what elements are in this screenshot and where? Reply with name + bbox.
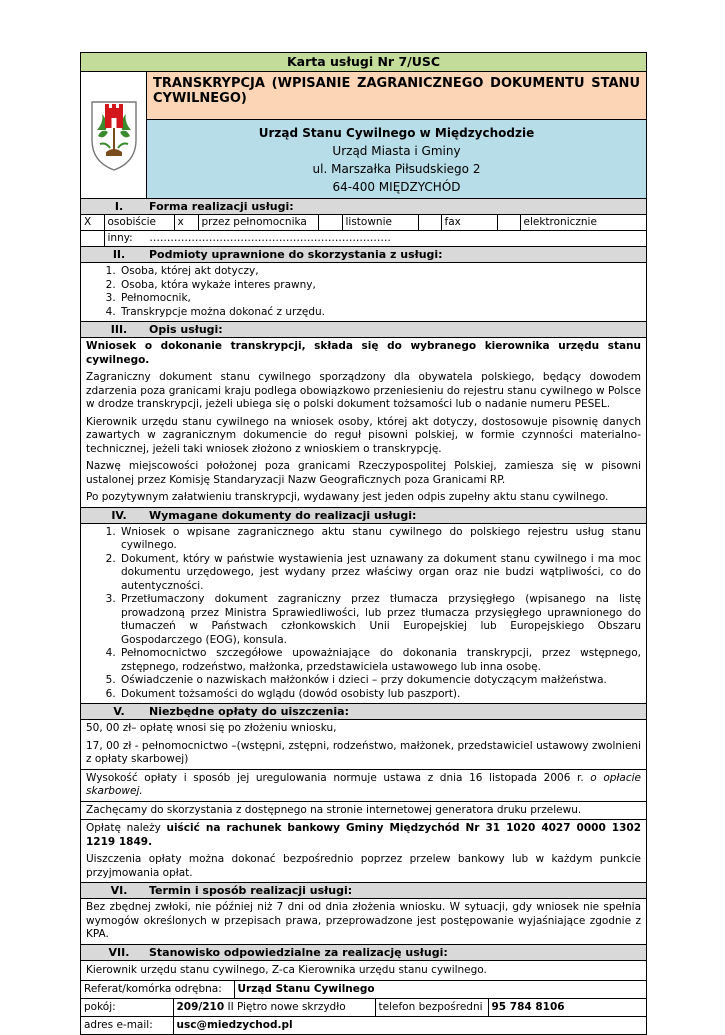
list-item: 3. Pełnomocnik, — [119, 292, 641, 306]
form-other-label: inny: — [107, 232, 133, 244]
section-3-header — [81, 322, 647, 338]
phone-label: telefon bezpośredni — [375, 999, 488, 1017]
form-mark[interactable] — [418, 215, 441, 231]
form-label: przez pełnomocnika — [198, 215, 318, 231]
form-other — [104, 231, 646, 247]
coat-of-arms-icon — [86, 92, 142, 174]
contact-block — [81, 981, 647, 1035]
section-number: IV. — [111, 508, 127, 522]
list-item: 1. Wniosek o wpisane zagranicznego aktu stanu cywilnego do polskiego rejestru usług stanu cywilnego. — [119, 526, 641, 553]
section-2-header — [81, 247, 647, 263]
email-link[interactable]: usc@miedzychod.pl — [173, 1017, 646, 1035]
department-label: Referat/komórka odrębna: — [81, 981, 234, 999]
section-4-header — [81, 507, 647, 523]
room-label: pokój: — [81, 999, 173, 1017]
bank-account: uiścić na rachunek bankowy Gminy Międzychód Nr 31 1020 4027 0000 1302 1219 1849. — [86, 822, 641, 848]
form-mark[interactable] — [497, 215, 520, 231]
description-paragraph: Kierownik urzędu stanu cywilnego na wniosek osoby, której akt dotyczy, dostosowuje pisownię danych zawartych w zagranicznym dokumencie do reguł pisowni polskiej, w formie czynności materialno-technicznej, jeżeli taki wniosek złożono z wnioskiem o transkrypcję. — [86, 415, 641, 455]
form-other-value: …………………………………………………………… — [149, 232, 391, 244]
service-card — [80, 52, 647, 1035]
list-item: 2. Dokument, który w państwie wystawienia jest uznawany za dokument stanu cywilnego i ma moc dokumentu urzędowego, jest wydany przez właściwy organ oraz nie budzi wątpliwości, co do autentyczności. — [119, 553, 641, 594]
section-title: Niezbędne opłaty do uiszczenia: — [149, 705, 349, 718]
office-address: ul. Marszałka Piłsudskiego 2 — [312, 162, 481, 176]
section-title: Stanowisko odpowiedzialne za realizację usługi: — [149, 945, 448, 959]
section-title: Forma realizacji usługi: — [149, 200, 294, 213]
office-block — [147, 120, 647, 199]
phone-value[interactable]: 95 784 8106 — [488, 999, 646, 1017]
section-title: Termin i sposób realizacji usługi: — [149, 884, 353, 897]
deadline-text: Bez zbędnej zwłoki, nie później niż 7 dni od dnia złożenia wniosku. W sytuacji, gdy wniosek nie spełnia wymogów określonych w przepisach prawa, przeprowadzone jest postępowanie wyjaśniające zgodnie z KPA. — [81, 899, 647, 945]
payment-prefix: Opłatę należy — [86, 822, 167, 834]
form-label: osobiście — [104, 215, 174, 231]
section-1-header — [81, 199, 647, 215]
form-label: elektronicznie — [520, 215, 646, 231]
form-mark[interactable]: X — [81, 215, 104, 231]
form-label: fax — [441, 215, 497, 231]
list-item: 2. Osoba, która wykaże interes prawny, — [119, 279, 641, 293]
list-item: 6. Dokument tożsamości do wglądu (dowód osobisty lub paszport). — [119, 688, 641, 702]
coat-of-arms-cell — [81, 72, 147, 199]
section-6-header — [81, 883, 647, 899]
form-mark-empty — [81, 231, 104, 247]
description-paragraph: Nazwę miejscowości położonej poza granicami Rzeczypospolitej Polskiej, zamiesza się w pisowni ustalonej przez Komisję Standaryzacji Nazw Geograficznych poza Granicami RP. — [86, 460, 641, 486]
list-item: 3. Przetłumaczony dokument zagraniczny przez tłumacza przysięgłego (wpisanego na listę prowadzoną przez Ministra Sprawiedliwości, lub przez tłumacza przysięgłego uprawnionego do tłumaczeń w Państwach członkowskich Unii Europejskiej lub Europejskiego Obszaru Gospodarczego (EOG), konsula. — [119, 593, 641, 647]
section-number: III. — [110, 323, 128, 336]
room-value — [173, 999, 375, 1017]
fee-power-of-attorney: 17, 00 zł - pełnomocnictwo –(wstępni, zstępni, rodzeństwo, małżonek, przedstawiciel ustawowy zwolnieni z opłaty skarbowej) — [86, 739, 641, 765]
payment-note: Uiszczenia opłaty można dokonać bezpośrednio poprzez przelew bankowy lub w każdym punkcie przyjmowania opłat. — [86, 853, 641, 879]
section-number: V. — [113, 705, 125, 718]
card-title: Karta usługi Nr 7/USC — [81, 53, 647, 72]
section-title: Podmioty uprawnione do skorzystania z usługi: — [149, 248, 443, 261]
office-name: Urząd Stanu Cywilnego w Międzychodzie — [258, 126, 535, 140]
forms-row — [81, 215, 647, 247]
email-label: adres e-mail: — [81, 1017, 173, 1035]
section-title: Opis usługi: — [149, 323, 223, 336]
section-number: I. — [114, 200, 124, 213]
office-line1: Urząd Miasta i Gminy — [332, 144, 461, 158]
section-2-body — [81, 263, 647, 322]
section-title: Wymagane dokumenty do realizacji usługi: — [149, 508, 417, 522]
card-table — [80, 52, 647, 1035]
fee-law-name: o opłacie skarbowej. — [86, 771, 642, 797]
list-item: 5. Oświadczenie o nazwiskach małżonków i dzieci – przy dokumencie dotyczącym małżeństwa. — [119, 674, 641, 688]
list-item: 4. Transkrypcje można dokonać z urzędu. — [119, 306, 641, 320]
section-4-body — [81, 523, 647, 704]
description-paragraph: Po pozytywnym załatwieniu transkrypcji, wydawany jest jeden odpis zupełny aktu stanu cywilnego. — [86, 491, 609, 503]
section-number: VII. — [108, 945, 130, 959]
payment-block — [81, 820, 647, 883]
section-number: VI. — [110, 884, 128, 897]
room-number: 209/210 — [176, 1001, 225, 1013]
section-number: II. — [112, 248, 126, 261]
description-paragraph: Zagraniczny dokument stanu cywilnego sporządzony dla obywatela polskiego, będący dowodem zdarzenia poza granicami kraju podlega obowiązkowo przeniesieniu do rejestru stanu cywilnego w Polsce w drodze transkrypcji, jeżeli ubiega się o polski dokument tożsamości lub o nadanie numeru PESEL. — [86, 371, 641, 410]
department-value: Urząd Stanu Cywilnego — [234, 981, 646, 999]
form-label: listownie — [342, 215, 418, 231]
description-lead: Wniosek o dokonanie transkrypcji, składa się do wybranego kierownika urzędu stanu cywilnego. — [86, 340, 641, 366]
room-description: II Piętro nowe skrzydło — [224, 1001, 346, 1013]
office-postal: 64-400 MIĘDZYCHÓD — [332, 180, 461, 194]
list-item: 4. Pełnomocnictwo szczegółowe upoważniające do dokonania transkrypcji, przez wstępnego, zstępnego, rodzeństwo, małżonka, przedstawiciela ustawowego lub inna osobę. — [119, 647, 641, 674]
fees-block — [81, 720, 647, 770]
form-mark[interactable] — [318, 215, 342, 231]
fee-application: 50, 00 zł– opłatę wnosi się po złożeniu wniosku, — [86, 722, 337, 734]
section-3-body — [81, 338, 647, 508]
service-name: TRANSKRYPCJA (WPISANIE ZAGRANICZNEGO DOKUMENTU STANU CYWILNEGO) — [147, 72, 647, 120]
transfer-generator-note: Zachęcamy do skorzystania z dostępnego na stronie internetowej generatora druku przelewu. — [81, 801, 647, 820]
section-7-header — [81, 944, 647, 960]
section-5-header — [81, 704, 647, 720]
form-mark[interactable]: x — [174, 215, 198, 231]
fee-law-text: Wysokość opłaty i sposób jej uregulowania normuje ustawa z dnia 16 listopada 2006 r. — [86, 771, 591, 784]
responsible-position: Kierownik urzędu stanu cywilnego, Z-ca Kierownika urzędu stanu cywilnego. — [81, 960, 647, 981]
fee-law-row — [81, 769, 647, 801]
list-item: 1. Osoba, której akt dotyczy, — [119, 265, 641, 279]
